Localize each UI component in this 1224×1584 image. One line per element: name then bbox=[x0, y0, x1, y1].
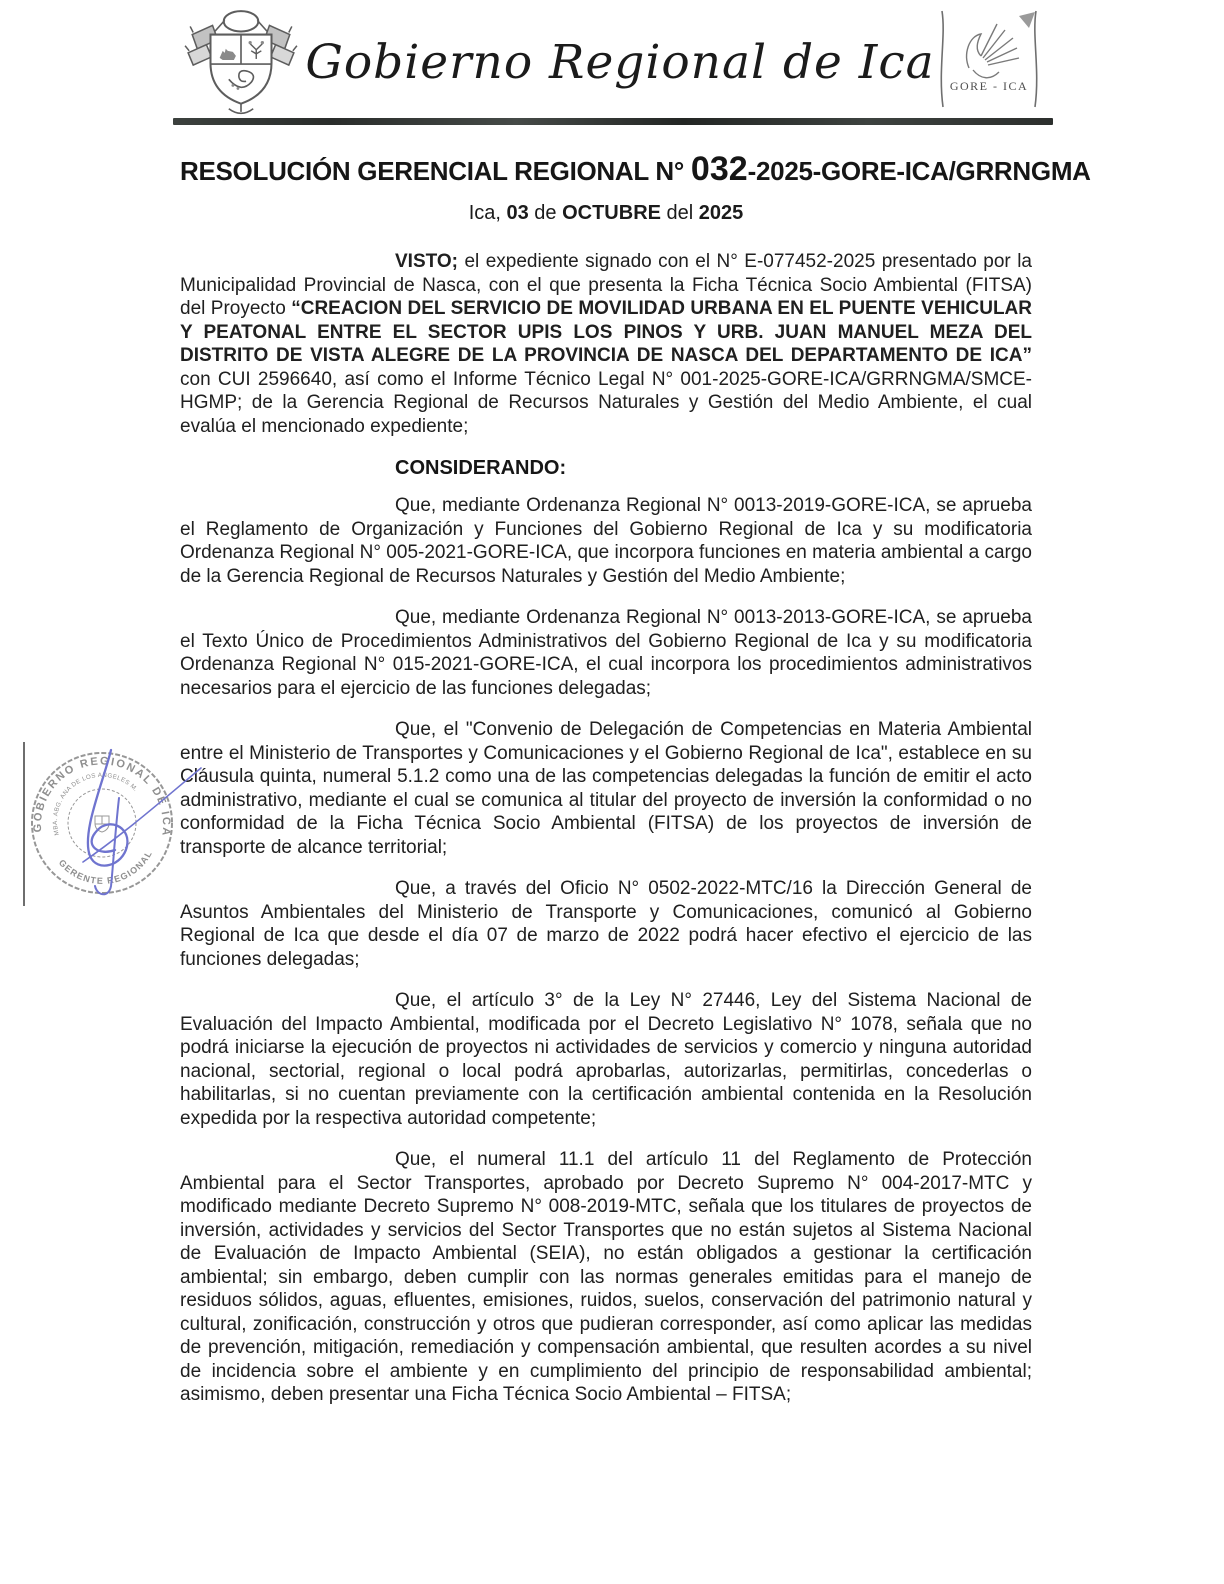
resolution-title bbox=[180, 150, 1091, 190]
svg-text:GERENTE REGIONAL bbox=[57, 848, 155, 886]
text-segment: OCTUBRE bbox=[562, 202, 661, 224]
text-segment: el expediente signado con el N° E-077452-2025 presentado por la Municipalidad Provincial de Nasca, con el que presenta la Ficha Técnica Socio Ambiental (FITSA) del Proyecto bbox=[180, 251, 1032, 319]
resolution-title-suffix: -2025-GORE-ICA/GRRNGMA bbox=[747, 156, 1091, 186]
peru-coat-of-arms-icon bbox=[180, 6, 302, 118]
stamp-ring-text: GOBIERNO REGIONAL DE ICA bbox=[31, 755, 173, 838]
visto-paragraph bbox=[180, 250, 1032, 438]
considerando-paragraph-5: Que, el artículo 3° de la Ley N° 27446, Ley del Sistema Nacional de Evaluación del Impacto Ambiental, modificada por el Decreto Legislativo N° 1078, señala que no podrá iniciarse la ejecución de proyectos ni actividades de servicios y comercio y ninguna autoridad nacional, sectorial, regional o local podrá aprobarlas, autorizarlas, permitirlas, concederlas o habilitarlas, si no cuentan previamente con la certificación ambiental contenida en la Resolución expedida por la respectiva autoridad competente; bbox=[180, 990, 1032, 1129]
considerando-paragraph-6: Que, el numeral 11.1 del artículo 11 del Reglamento de Protección Ambiental para el Sector Transportes, aprobado por Decreto Supremo N° 004-2017-MTC y modificado mediante Decreto Supremo N° 008-2019-MTC, señala que los titulares de proyectos de inversión, actividades y servicios del Sector Transportes que no están sujetos al Sistema Nacional de Evaluación de Impacto Ambiental (SEIA), no están obligados a gestionar la certificación ambiental; sin embargo, deben cumplir con las normas generales emitidas para el manejo de residuos sólidos, aguas, efluentes, emisiones, ruidos, suelos, conservación del patrimonio natural y cultural, zonificación, construcción y otros que pudieran corresponder, así como aplicar las medidas de prevención, mitigación, remediación y compensación ambiental, que resulten acordes a su nivel de incidencia sobre el ambiente y en cumplimiento del principio de responsabilidad ambiental; asimismo, deben presentar una Ficha Técnica Socio Ambiental – FITSA; bbox=[180, 1149, 1032, 1405]
considerando-paragraph-2: Que, mediante Ordenanza Regional N° 0013-2013-GORE-ICA, se aprueba el Texto Único de Procedimientos Administrativos del Gobierno Regional de Ica y su modificatoria Ordenanza Regional N° 015-2021-GORE-ICA, el cual incorpora los procedimientos administrativos necesarios para el ejercicio de las funciones delegadas; bbox=[180, 607, 1032, 699]
resolution-title-prefix: RESOLUCIÓN GERENCIAL REGIONAL N° bbox=[180, 156, 691, 186]
considerando-heading: CONSIDERANDO: bbox=[395, 457, 567, 479]
text-segment: con CUI 2596640, así como el Informe Técnico Legal N° 001-2025-GORE-ICA/GRRNGMA/SMCE-HGMP; de la Gerencia Regional de Recursos Naturales y Gestión del Medio Ambiente, el cual evalúa el mencionado expediente; bbox=[180, 368, 1032, 437]
considerando-paragraph-3: Que, el "Convenio de Delegación de Competencias en Materia Ambiental entre el Ministerio de Transportes y Comunicaciones y el Gobierno Regional de Ica", establece en su Cláusula quinta, numeral 5.1.2 como una de las competencias delegadas la función de emitir el acto administrativo, mediante el cual se comunica al titular del proyecto de inversión la conformidad o no conformidad de la Ficha Técnica Socio Ambiental (FITSA) de los proyectos de inversión de transporte de alcance territorial; bbox=[180, 719, 1032, 858]
header-divider bbox=[173, 118, 1053, 125]
gore-ica-caption: GORE - ICA bbox=[949, 79, 1029, 93]
considerando-paragraph-1: Que, mediante Ordenanza Regional N° 0013-2019-GORE-ICA, se aprueba el Reglamento de Organización y Funciones del Gobierno Regional de Ica y su modificatoria Ordenanza Regional N° 005-2021-GORE-ICA, que incorpora funciones en materia ambiental a cargo de la Gerencia Regional de Recursos Naturales y Gestión del Medio Ambiente; bbox=[180, 495, 1032, 587]
stamp-inner-text: MBA. ABG. ANA DE LOS ANGELES M. bbox=[51, 771, 140, 836]
text-segment: 03 bbox=[506, 202, 529, 224]
text-segment: de bbox=[528, 202, 563, 224]
resolution-number: 032 bbox=[690, 150, 748, 188]
org-title: Gobierno Regional de Ica bbox=[305, 34, 935, 90]
stamp-bottom-text: GERENTE REGIONAL bbox=[56, 848, 155, 886]
date-line bbox=[180, 200, 1032, 226]
text-segment: 2025 bbox=[698, 202, 744, 224]
resolution-body bbox=[180, 150, 1091, 1425]
text-segment: VISTO; bbox=[395, 251, 458, 272]
text-segment: “CREACION DEL SERVICIO DE MOVILIDAD URBANA EN EL PUENTE VEHICULAR Y PEATONAL ENTRE EL SECTOR UPIS LOS PINOS Y URB. JUAN MANUEL MEZA DEL DISTRITO DE VISTA ALEGRE DE LA PROVINCIA DE NASCA DEL DEPARTAMENTO DE ICA” bbox=[180, 298, 1032, 366]
text-segment: del bbox=[660, 202, 699, 224]
considerando-paragraph-4: Que, a través del Oficio N° 0502-2022-MTC/16 la Dirección General de Asuntos Ambientales del Ministerio de Transporte y Comunicaciones, comunicó al Gobierno Regional de Ica que desde el día 07 de marzo de 2022 podrá hacer efectivo el ejercicio de las funciones delegadas; bbox=[180, 878, 1032, 970]
text-segment: Ica, bbox=[468, 202, 507, 224]
round-stamp-icon bbox=[15, 738, 220, 913]
gore-ica-logo-icon bbox=[933, 8, 1045, 110]
